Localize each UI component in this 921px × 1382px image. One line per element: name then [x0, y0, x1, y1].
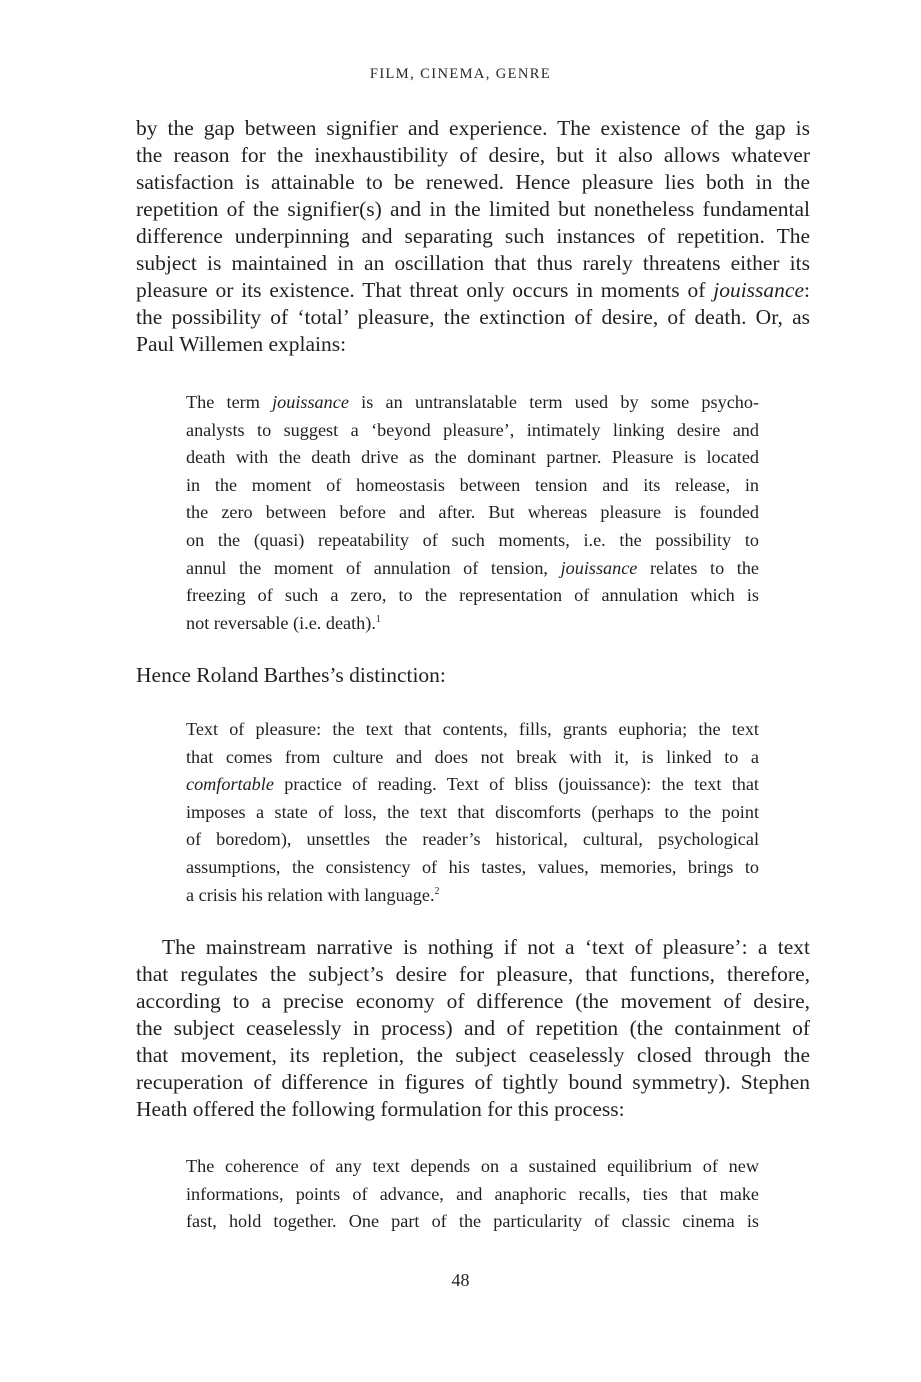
body-paragraph-1	[136, 115, 810, 358]
italic-term-jouissance: jouissance	[560, 557, 638, 578]
quote-line: fast, hold together. One part of the particularity of classic cinema is	[186, 1211, 759, 1232]
text-line: according to a precise economy of difference (the movement of desire,	[136, 989, 810, 1013]
text-run: a crisis his relation with language.	[186, 884, 435, 905]
text-run: pleasure or its existence. That threat only occurs in moments of	[136, 278, 714, 302]
quote-line: death with the death drive as the dominant partner. Pleasure is located	[186, 447, 759, 468]
text-line: subject is maintained in an oscillation that thus rarely threatens either its	[136, 251, 810, 275]
quote-line: in the moment of homeostasis between tension and its release, in	[186, 474, 759, 495]
quote-line: the zero between before and after. But whereas pleasure is founded	[186, 502, 759, 523]
block-quote-heath	[186, 1153, 759, 1236]
quote-line: informations, points of advance, and anaphoric recalls, ties that make	[186, 1183, 759, 1204]
quote-line: that comes from culture and does not break with it, is linked to a	[186, 746, 759, 767]
quote-line: of boredom), unsettles the reader’s historical, cultural, psychological	[186, 829, 759, 850]
text-line: The mainstream narrative is nothing if not a ‘text of pleasure’: a text	[162, 935, 810, 959]
text-line	[136, 277, 810, 304]
quote-line	[186, 610, 759, 638]
text-run: :	[804, 278, 810, 302]
text-line: that movement, its repletion, the subject ceaselessly closed through the	[136, 1043, 810, 1067]
quote-line: imposes a state of loss, the text that discomforts (perhaps to the point	[186, 801, 759, 822]
italic-term-comfortable: comfortable	[186, 774, 274, 795]
quote-line: The coherence of any text depends on a sustained equilibrium of new	[186, 1156, 759, 1176]
text-run: The term	[186, 392, 273, 412]
body-paragraph-3	[136, 934, 810, 1123]
text-line: the reason for the inexhaustibility of desire, but it also allows whatever	[136, 143, 810, 167]
text-line: Paul Willemen explains:	[136, 332, 347, 356]
block-quote-willemen	[186, 389, 759, 637]
text-run: annul the moment of annulation of tension,	[186, 557, 561, 578]
quote-line	[186, 555, 759, 583]
text-line: repetition of the signifier(s) and in the limited but nonetheless fundamental	[136, 197, 810, 221]
quote-line	[186, 882, 759, 910]
block-quote-barthes	[186, 716, 759, 909]
quote-line: Text of pleasure: the text that contents, fills, grants euphoria; the text	[186, 719, 759, 739]
quote-line: assumptions, the consistency of his tastes, values, memories, brings to	[186, 856, 759, 877]
quote-line	[186, 771, 759, 799]
text-line: Heath offered the following formulation for this process:	[136, 1097, 625, 1121]
page-number: 48	[451, 1270, 470, 1290]
italic-term-jouissance: jouissance	[713, 278, 805, 302]
quote-line: on the (quasi) repeatability of such moments, i.e. the possibility to	[186, 529, 759, 550]
text-line: the subject ceaselessly in process) and of repetition (the containment of	[136, 1016, 810, 1040]
italic-term-jouissance: jouissance	[272, 392, 349, 412]
text-run: practice of reading. Text of bliss (jouissance): the text that	[273, 774, 759, 795]
quote-line	[186, 389, 759, 417]
text-line: difference underpinning and separating such instances of repetition. The	[136, 224, 810, 248]
body-paragraph-2: Hence Roland Barthes’s distinction:	[136, 663, 446, 687]
text-line: recuperation of difference in figures of tightly bound symmetry). Stephen	[136, 1070, 810, 1094]
text-line: that regulates the subject’s desire for pleasure, that functions, therefore,	[136, 962, 810, 986]
footnote-ref-2[interactable]: 2	[434, 885, 440, 897]
quote-line: analysts to suggest a ‘beyond pleasure’, intimately linking desire and	[186, 419, 759, 440]
running-head: FILM, CINEMA, GENRE	[369, 66, 552, 82]
footnote-ref-1[interactable]: 1	[375, 613, 381, 625]
text-run: not reversable (i.e. death).	[186, 612, 376, 633]
text-line: the possibility of ‘total’ pleasure, the extinction of desire, of death. Or, as	[136, 305, 810, 329]
text-line: satisfaction is attainable to be renewed. Hence pleasure lies both in the	[136, 170, 810, 194]
text-run: is an untranslatable term used by some psycho-	[348, 392, 760, 412]
text-line: by the gap between signifier and experience. The existence of the gap is	[136, 116, 810, 140]
quote-line: freezing of such a zero, to the representation of annulation which is	[186, 585, 759, 606]
text-run: relates to the	[637, 557, 759, 578]
